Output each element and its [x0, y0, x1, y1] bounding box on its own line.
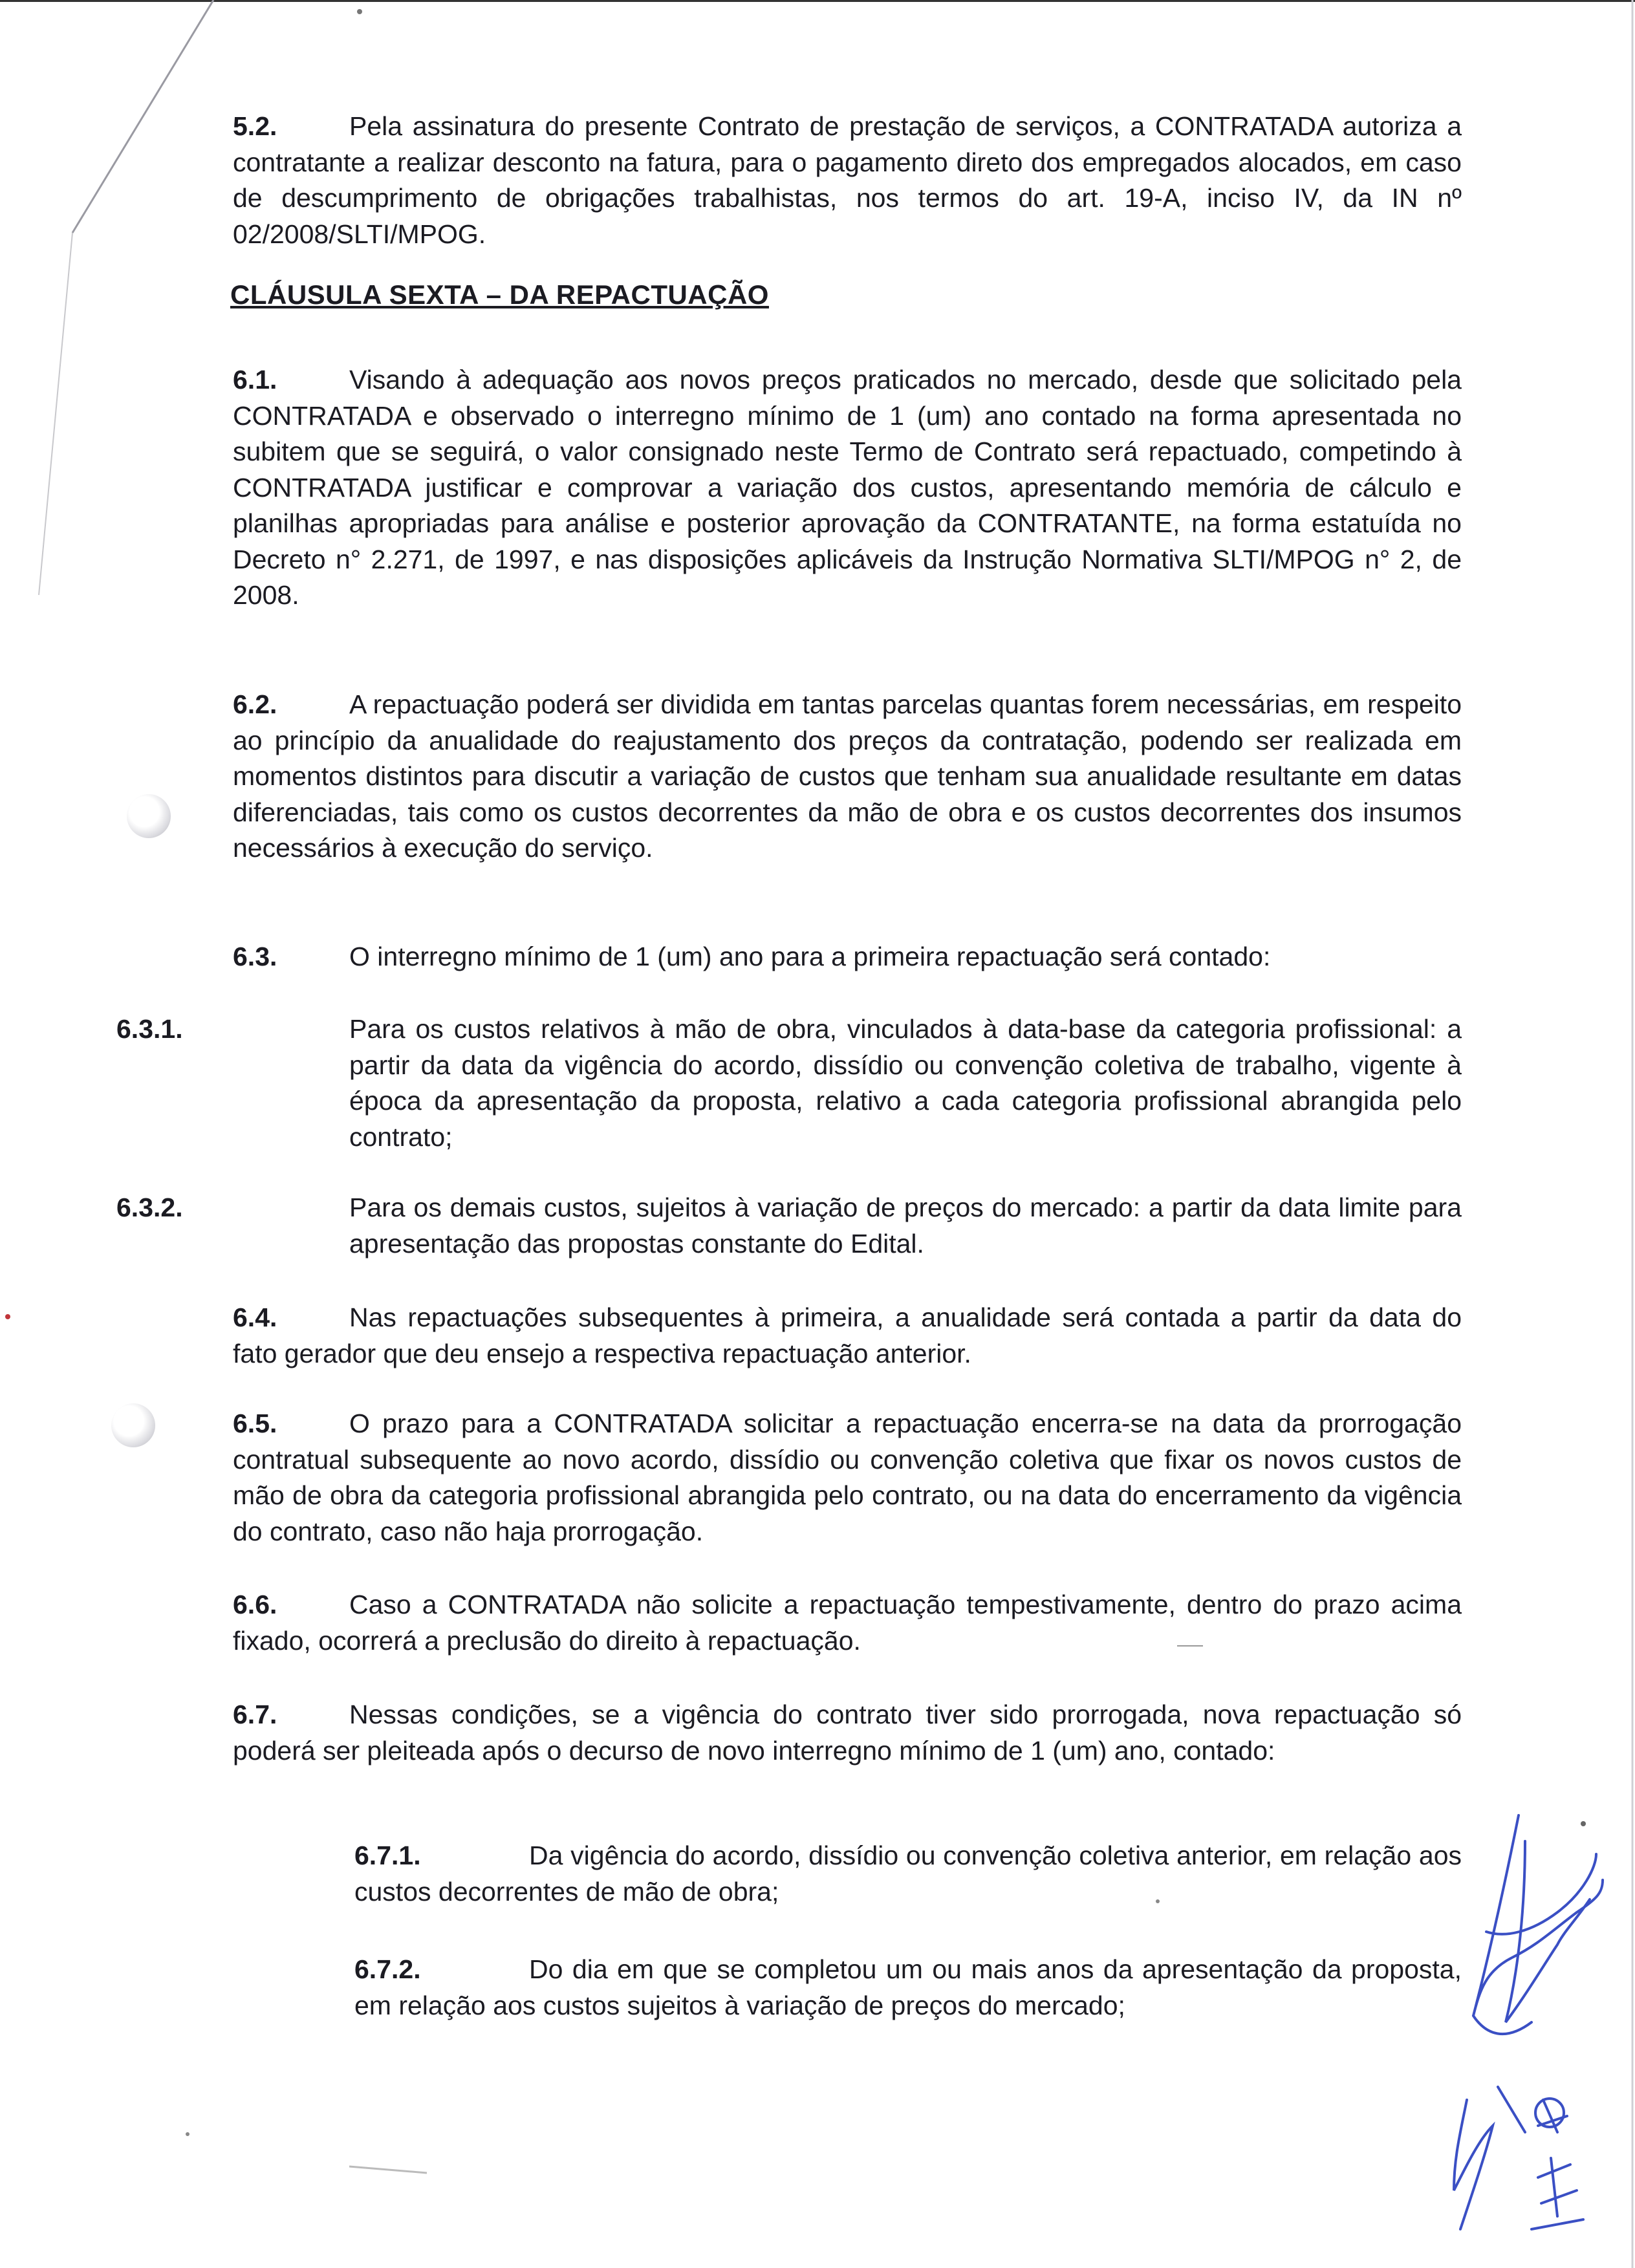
paragraph-number: 6.5.: [233, 1409, 277, 1438]
paragraph-number: 6.7.: [233, 1700, 277, 1729]
paragraph-text: A repactuação poderá ser dividida em tantas parcelas quantas forem necessárias, em respeito ao princípio da anualidade do reajustamento dos preços da contratação, podendo ser realizada em momentos distintos para discutir a variação de custos que tenham sua anualidade resultante em datas diferenciadas, tais como os custos decorrentes da mão de obra e os custos decorrentes dos insumos necessários à execução do serviço.: [233, 689, 1462, 863]
clause-heading: CLÁUSULA SEXTA – DA REPACTUAÇÃO: [230, 279, 769, 310]
paragraph-text: O prazo para a CONTRATADA solicitar a repactuação encerra-se na data da prorrogação contratual subsequente ao novo acordo, dissídio ou convenção coletiva que fixar os novos custos de mão de obra da categoria profissional abrangida pelo contrato, ou na data do encerramento da vigência do contrato, caso não haja prorrogação.: [233, 1409, 1462, 1546]
paragraph-6-3: [233, 939, 1462, 975]
paragraph-text: Pela assinatura do presente Contrato de prestação de serviços, a CONTRATADA autoriza a contratante a realizar desconto na fatura, para o pagamento direto dos empregados alocados, em caso de descumprimento de obrigações trabalhistas, nos termos do art. 19-A, inciso IV, da IN nº 02/2008/SLTI/MPOG.: [233, 111, 1462, 249]
paragraph-number: 6.1.: [233, 365, 277, 394]
paragraph-number: 6.2.: [233, 689, 277, 719]
paragraph-text: Para os custos relativos à mão de obra, vinculados à data-base da categoria profissional: a partir da data da vigência do acordo, dissídio ou convenção coletiva de trabalho, vigente à época da apresentação da proposta, relativo a cada categoria profissional abrangida pelo contrato;: [349, 1014, 1462, 1152]
paragraph-number: 6.4.: [233, 1302, 277, 1332]
paragraph-6-7-2: [354, 1952, 1462, 2024]
paragraph-6-1: [233, 362, 1462, 614]
punch-hole-top: [127, 794, 171, 838]
punch-hole-bottom: [111, 1403, 155, 1447]
paragraph-number: 5.2.: [233, 111, 277, 141]
paragraph-5-2: [233, 109, 1462, 252]
paragraph-text: Nessas condições, se a vigência do contrato tiver sido prorrogada, nova repactuação só poderá ser pleiteada após o decurso de novo interregno mínimo de 1 (um) ano, contado:: [233, 1700, 1462, 1766]
paragraph-6-7: [233, 1697, 1462, 1769]
paragraph-text: Nas repactuações subsequentes à primeira, a anualidade será contada a partir da data do fato gerador que deu ensejo a respectiva repactuação anterior.: [233, 1302, 1462, 1368]
paragraph-number: 6.3.: [233, 942, 277, 971]
paragraph-text: Do dia em que se completou um ou mais anos da apresentação da proposta, em relação aos custos sujeitos à variação de preços do mercado;: [354, 1954, 1462, 2020]
paragraph-text: Caso a CONTRATADA não solicite a repactuação tempestivamente, dentro do prazo acima fixado, ocorrerá a preclusão do direito à repactuação.: [233, 1590, 1462, 1656]
paragraph-text: O interregno mínimo de 1 (um) ano para a primeira repactuação será contado:: [349, 942, 1271, 971]
paragraph-number: 6.7.2.: [354, 1954, 421, 1984]
paragraph-6-3-2: [116, 1190, 1462, 1262]
paragraph-6-2: [233, 687, 1462, 867]
paragraph-6-5: [233, 1406, 1462, 1550]
paragraph-text: Visando à adequação aos novos preços praticados no mercado, desde que solicitado pela CONTRATADA e observado o interregno mínimo de 1 (um) ano contado na forma apresentada no subitem que se seguirá, o valor consignado neste Termo de Contrato será repactuado, competindo à CONTRATADA justificar e comprovar a variação dos custos, apresentando memória de cálculo e planilhas apropriadas para análise e posterior aprovação da CONTRATANTE, na forma estatuída no Decreto n° 2.271, de 1997, e nas disposições aplicáveis da Instrução Normativa SLTI/MPOG n° 2, de 2008.: [233, 365, 1462, 610]
paragraph-6-7-1: [354, 1838, 1462, 1910]
handwritten-signatures: [1428, 1738, 1635, 2268]
paragraph-number: 6.7.1.: [354, 1841, 421, 1870]
paragraph-6-4: [233, 1300, 1462, 1372]
paragraph-number: 6.3.1.: [116, 1014, 183, 1044]
paragraph-number: 6.3.2.: [116, 1193, 183, 1222]
paragraph-text: Da vigência do acordo, dissídio ou convenção coletiva anterior, em relação aos custos decorrentes de mão de obra;: [354, 1841, 1462, 1906]
paragraph-6-3-1: [116, 1011, 1462, 1155]
paragraph-6-6: [233, 1587, 1462, 1659]
paragraph-text: Para os demais custos, sujeitos à variação de preços do mercado: a partir da data limite para apresentação das propostas constante do Edital.: [349, 1193, 1462, 1258]
paragraph-number: 6.6.: [233, 1590, 277, 1619]
